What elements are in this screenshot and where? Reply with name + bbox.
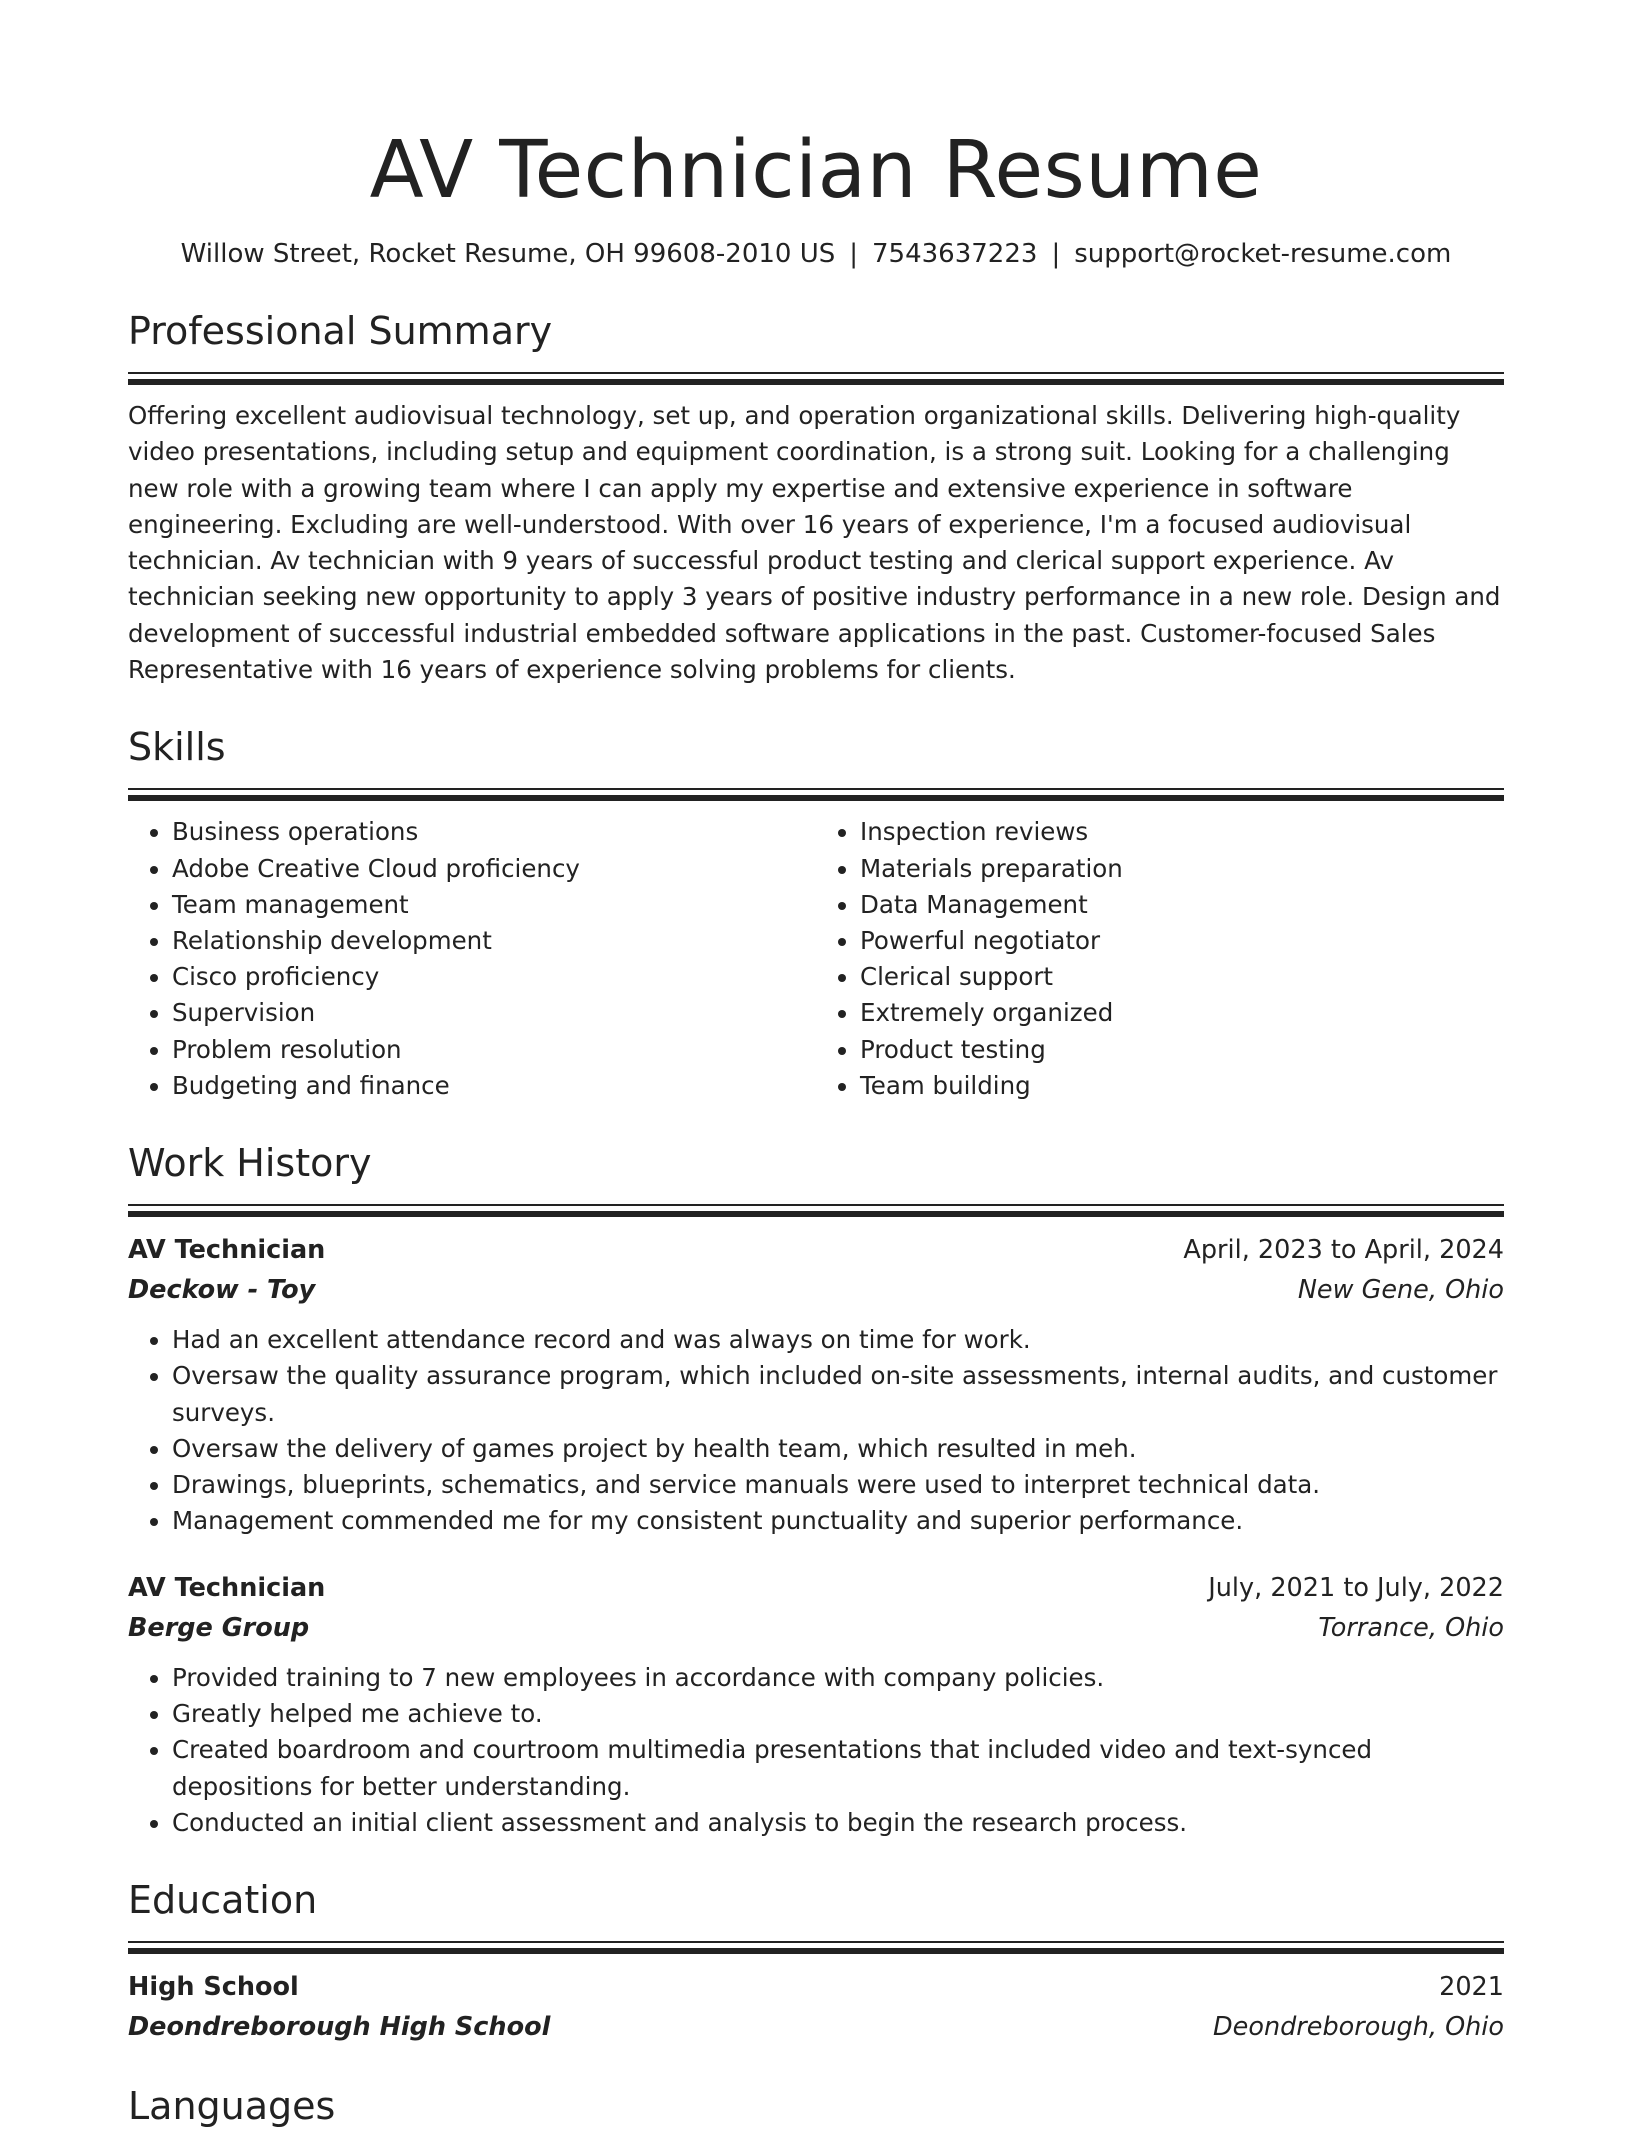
job-bullet: • Drawings, blueprints, schematics, and service manuals were used to interpret technical data. xyxy=(172,1467,1504,1503)
section-title-summary: Professional Summary xyxy=(128,309,553,353)
languages-section xyxy=(128,2081,1504,2131)
job-bullets xyxy=(128,1660,1504,1841)
contact-email: support@rocket-resume.com xyxy=(1074,239,1452,269)
skill-item: • Powerful negotiator xyxy=(860,923,1504,959)
section-divider xyxy=(128,788,1504,804)
contact-separator: | xyxy=(1051,239,1061,269)
education-entry xyxy=(128,1967,1504,2047)
contact-separator: | xyxy=(849,239,859,269)
education-section xyxy=(128,1875,1504,2047)
skill-item: • Team building xyxy=(860,1068,1504,1104)
skills-section xyxy=(128,722,1504,1104)
job-bullet: • Provided training to 7 new employees in accordance with company policies. xyxy=(172,1660,1504,1696)
skill-item: • Problem resolution xyxy=(172,1032,816,1068)
section-divider xyxy=(128,372,1504,388)
job-title: AV Technician xyxy=(128,1572,326,1603)
job-dates: July, 2021 to July, 2022 xyxy=(1208,1572,1504,1603)
skills-columns xyxy=(128,814,1504,1104)
job-bullet: • Created boardroom and courtroom multimedia presentations that included video and text-synced depositions for better understanding. xyxy=(172,1732,1504,1805)
job-header-row xyxy=(128,1230,1504,1270)
job-bullet: • Greatly helped me achieve to. xyxy=(172,1696,1504,1732)
skill-item: • Budgeting and finance xyxy=(172,1068,816,1104)
education-location: Deondreborough, Ohio xyxy=(1213,2012,1504,2043)
job-company-row xyxy=(128,1608,1504,1648)
education-year: 2021 xyxy=(1439,1972,1504,2003)
job-company: Deckow - Toy xyxy=(128,1275,316,1305)
job-dates: April, 2023 to April, 2024 xyxy=(1183,1235,1504,1265)
education-school: Deondreborough High School xyxy=(128,2012,551,2043)
job-location: Torrance, Ohio xyxy=(1318,1612,1504,1643)
skill-item: • Business operations xyxy=(172,814,816,850)
education-school-row xyxy=(128,2007,1504,2047)
job-bullets xyxy=(128,1322,1504,1540)
skills-list-left xyxy=(128,814,816,1104)
section-title-education: Education xyxy=(128,1878,318,1923)
skill-item: • Supervision xyxy=(172,995,816,1031)
section-title-skills: Skills xyxy=(128,725,226,770)
skill-item: • Adobe Creative Cloud proficiency xyxy=(172,851,816,887)
job-bullet: • Conducted an initial client assessment and analysis to begin the research process. xyxy=(172,1805,1504,1841)
skill-item: • Data Management xyxy=(860,887,1504,923)
job-location: New Gene, Ohio xyxy=(1297,1275,1504,1305)
section-divider xyxy=(128,1204,1504,1220)
section-divider xyxy=(128,1941,1504,1957)
contact-address: Willow Street, Rocket Resume, OH 99608-2010 US xyxy=(180,239,836,269)
resume-title: AV Technician Resume xyxy=(369,124,1263,216)
contact-phone: 7543637223 xyxy=(872,239,1038,269)
resume-page xyxy=(128,0,1504,2131)
job-bullet: • Had an excellent attendance record and was always on time for work. xyxy=(172,1322,1504,1358)
skills-list-right xyxy=(816,814,1504,1104)
summary-text: Offering excellent audiovisual technology, set up, and operation organizational skills. Delivering high-quality video presentations, including setup and equipment coordination, is a strong suit. Looking for a challenging new role with a growing team where I can apply my expertise and extensive experience in software engineering. Excluding are well-understood. With over 16 years of experience, I'm a focused audiovisual technician. Av technician with 9 years of successful product testing and clerical support experience. Av technician seeking new opportunity to apply 3 years of positive industry performance in a new role. Design and development of successful industrial embedded software applications in the past. Customer-focused Sales Representative with 16 years of experience solving problems for clients. xyxy=(128,401,1501,685)
skill-item: • Materials preparation xyxy=(860,851,1504,887)
skill-item: • Clerical support xyxy=(860,959,1504,995)
skill-item: • Inspection reviews xyxy=(860,814,1504,850)
education-degree: High School xyxy=(128,1972,299,2003)
section-title-work-history: Work History xyxy=(128,1141,372,1185)
skill-item: • Product testing xyxy=(860,1032,1504,1068)
job-entry xyxy=(128,1568,1504,1841)
job-title: AV Technician xyxy=(128,1235,326,1265)
job-company-row xyxy=(128,1270,1504,1310)
section-title-languages: Languages xyxy=(128,2084,336,2129)
job-company: Berge Group xyxy=(128,1612,310,1643)
skill-item: • Cisco proficiency xyxy=(172,959,816,995)
job-bullet: • Management commended me for my consistent punctuality and superior performance. xyxy=(172,1503,1504,1539)
contact-line xyxy=(128,236,1504,272)
work-history-section xyxy=(128,1138,1504,1841)
skill-item: • Team management xyxy=(172,887,816,923)
education-header-row xyxy=(128,1967,1504,2007)
job-entry xyxy=(128,1230,1504,1540)
summary-section xyxy=(128,306,1504,688)
skill-item: • Relationship development xyxy=(172,923,816,959)
skill-item: • Extremely organized xyxy=(860,995,1504,1031)
job-bullet: • Oversaw the delivery of games project by health team, which resulted in meh. xyxy=(172,1431,1504,1467)
job-header-row xyxy=(128,1568,1504,1608)
job-bullet: • Oversaw the quality assurance program, which included on-site assessments, internal audits, and customer surveys. xyxy=(172,1358,1504,1431)
